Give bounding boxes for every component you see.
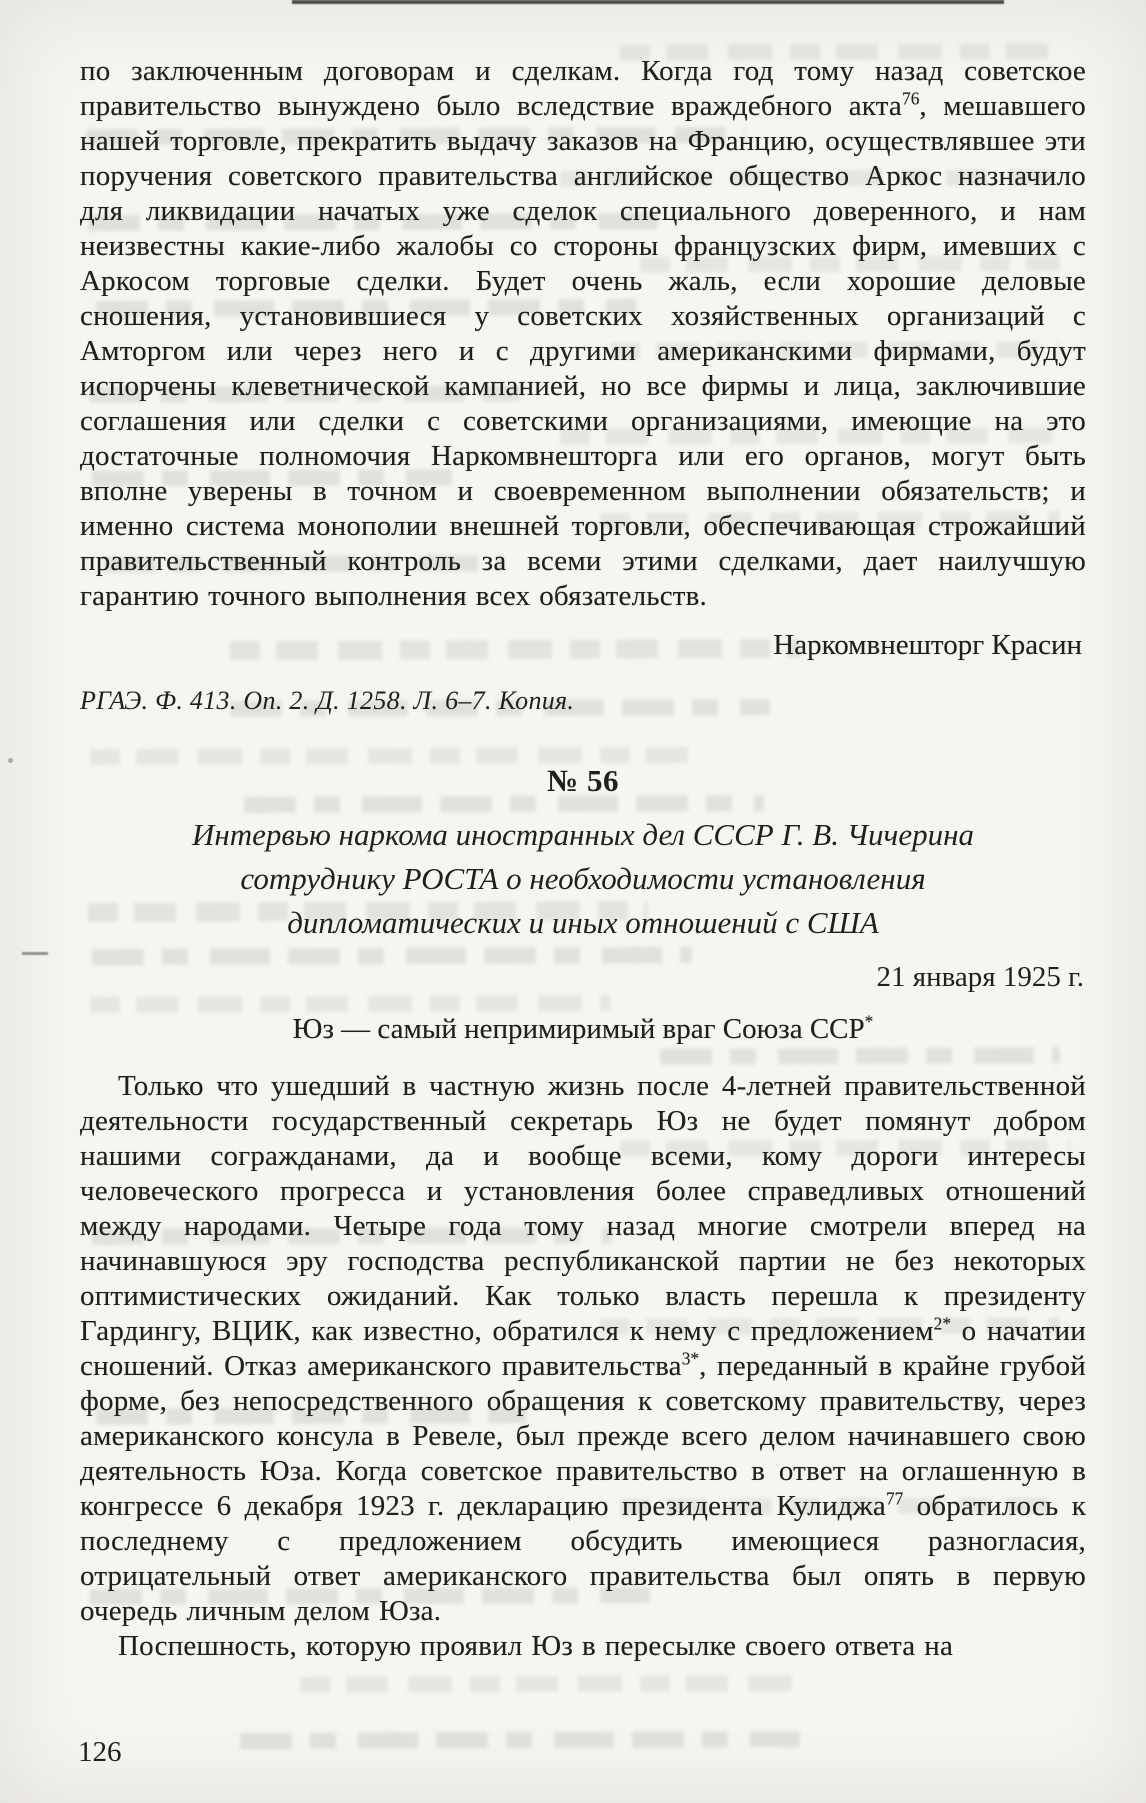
body-paragraph: Только что ушедший в частную жизнь после 4-летней правительственной деятельности государственный секретарь Юз не будет помянут добром нашими согражданами, да и вообще всеми, кому дороги интересы человеческого прогресса и установления более справедливых отношений между народами. Четыре года тому назад многие смотрели вперед на начинавшуюся эру господства республиканской партии не без некоторых оптимистических ожиданий. Как только власть перешла к президенту Гардингу, ВЦИК, как известно, обратился к нему с предложением$^{2*}$ о начатии сношений. Отказ американского правительства$^{3*}$, переданный в крайне грубой форме, без непосредственного обращения к советскому правительству, через американского консула в Ревеле, был прежде всего делом начинавшего свою деятельность Юза. Когда советское правительство в ответ на оглашенную в конгрессе 6 декабря 1923 г. декларацию президента Кулиджа$^{77}$ обратилось к последнему с предложением обсудить имеющиеся разногласия, отрицательный ответ американского правительства был опять в первую очередь личным делом Юза. (80, 1070, 1086, 1627)
archive-reference: РГАЭ. Ф. 413. Оп. 2. Д. 1258. Л. 6–7. Копия. (80, 686, 575, 715)
page-number: 126 (78, 1736, 122, 1768)
signature-line: Наркомвнешторг Красин (773, 629, 1082, 661)
document-title-line: сотруднику РОСТА о необходимости установления (240, 861, 926, 896)
document-number-heading: № 56 (547, 763, 619, 798)
continuation-paragraph: по заключенным договорам и сделкам. Когда год тому назад советское правительство вынуждено было вследствие враждебного акта$^{76}$, мешавшего нашей торговле, прекратить выдачу заказов на Францию, осуществлявшее эти поручения советского правительства английское общество Аркос назначило для ликвидации начатых уже сделок специального доверенного, и нам неизвестны какие-либо жалобы со стороны французских фирм, имевших с Аркосом торговые сделки. Будет очень жаль, если хорошие деловые сношения, установившиеся у советских хозяйственных организаций с Амторгом или через него и с другими американскими фирмами, будут испорчены клеветнической кампанией, но все фирмы и лица, заключившие соглашения или сделки с советскими организациями, имеющие на это достаточные полномочия Наркомвнешторга или его органов, могут быть вполне уверены в точном и своевременном выполнении обязательств; и именно система монополии внешней торговли, обеспечивающая строжайший правительственный контроль за всеми этими сделками, дает наилучшую гарантию точного выполнения всех обязательств. (80, 55, 1086, 612)
document-title-line: Интервью наркома иностранных дел СССР Г. В. Чичерина (192, 817, 974, 852)
bleedthrough-artifact (300, 1675, 800, 1693)
bleedthrough-artifact (240, 1731, 800, 1749)
body-paragraph: Поспешность, которую проявил Юз в пересылке своего ответа на (118, 1630, 954, 1662)
document-date: 21 января 1925 г. (876, 961, 1084, 993)
document-title (80, 813, 1086, 945)
document-lead-heading: Юз — самый непримиримый враг Союза ССР* (292, 1011, 874, 1045)
document-title-line: дипломатических и иных отношений с США (287, 905, 879, 940)
